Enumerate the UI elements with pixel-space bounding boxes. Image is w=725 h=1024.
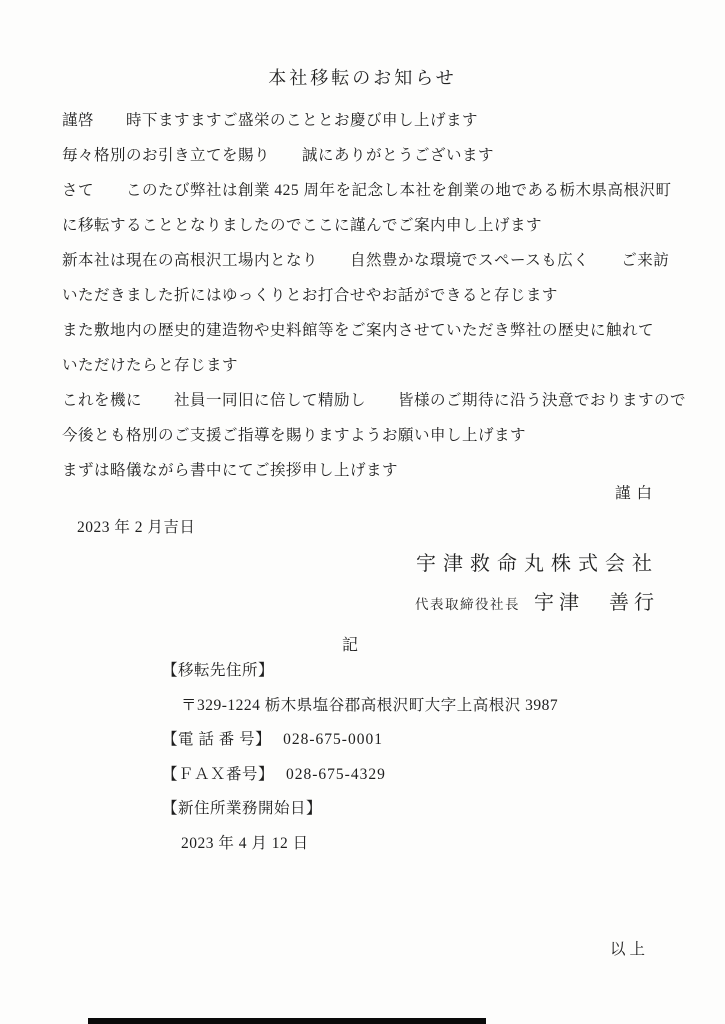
phone-value: 028-675-0001 [283,731,383,748]
body-line: いただきました折にはゆっくりとお打合せやお話ができると存じます [62,287,558,304]
address-label: 【移転先住所】 [162,662,275,679]
letter-body [62,103,695,488]
issue-date: 2023 年 2 月吉日 [77,519,196,536]
company-name: 宇津救命丸株式会社 [416,553,659,575]
phone-label: 【電 話 番 号】 [162,731,272,748]
phone-row [162,723,558,758]
record-marker: 記 [342,637,359,654]
body-line: いただけたらと存じます [62,357,239,374]
signer-title: 代表取締役社長 [415,597,520,612]
start-date-value: 2023 年 4 月 12 日 [181,834,309,852]
body-line: 今後とも格別のご支援ご指導を賜りますようお願い申し上げます [62,427,527,444]
end-marker: 以上 [610,941,650,958]
address-value: 〒329-1224 栃木県塩谷郡高根沢町大字上高根沢 3987 [181,696,559,714]
scan-artifact-bar [88,1018,486,1024]
signer-line [415,586,659,615]
signer-name: 宇津 善行 [534,592,659,614]
fax-row [162,758,558,793]
start-date-label: 【新住所業務開始日】 [162,800,323,817]
closing-word: 謹白 [615,485,659,502]
document-title: 本社移転のお知らせ [268,68,457,88]
body-line: さて このたび弊社は創業 425 周年を記念し本社を創業の地である栃木県高根沢町 [62,182,672,199]
body-line: に移転することとなりましたのでここに謹んでご案内申し上げます [62,217,543,234]
fax-label: 【ＦＡＸ番号】 [162,765,275,783]
body-line: 謹啓 時下ますますご盛栄のこととお慶び申し上げます [62,112,479,129]
body-line: 毎々格別のお引き立てを賜り 誠にありがとうございます [62,147,495,164]
body-line: また敷地内の歴史的建造物や史料館等をご案内させていただき弊社の歴史に触れて [62,322,655,339]
body-line: これを機に 社員一同旧に倍して精励し 皆様のご期待に沿う決意でおりますので [62,392,687,409]
fax-value: 028-675-4329 [286,765,386,783]
details-section [162,654,558,861]
body-line: 新本社は現在の高根沢工場内となり 自然豊かな環境でスペースも広く ご来訪 [62,252,670,269]
body-line: まずは略儀ながら書中にてご挨拶申し上げます [62,462,399,479]
